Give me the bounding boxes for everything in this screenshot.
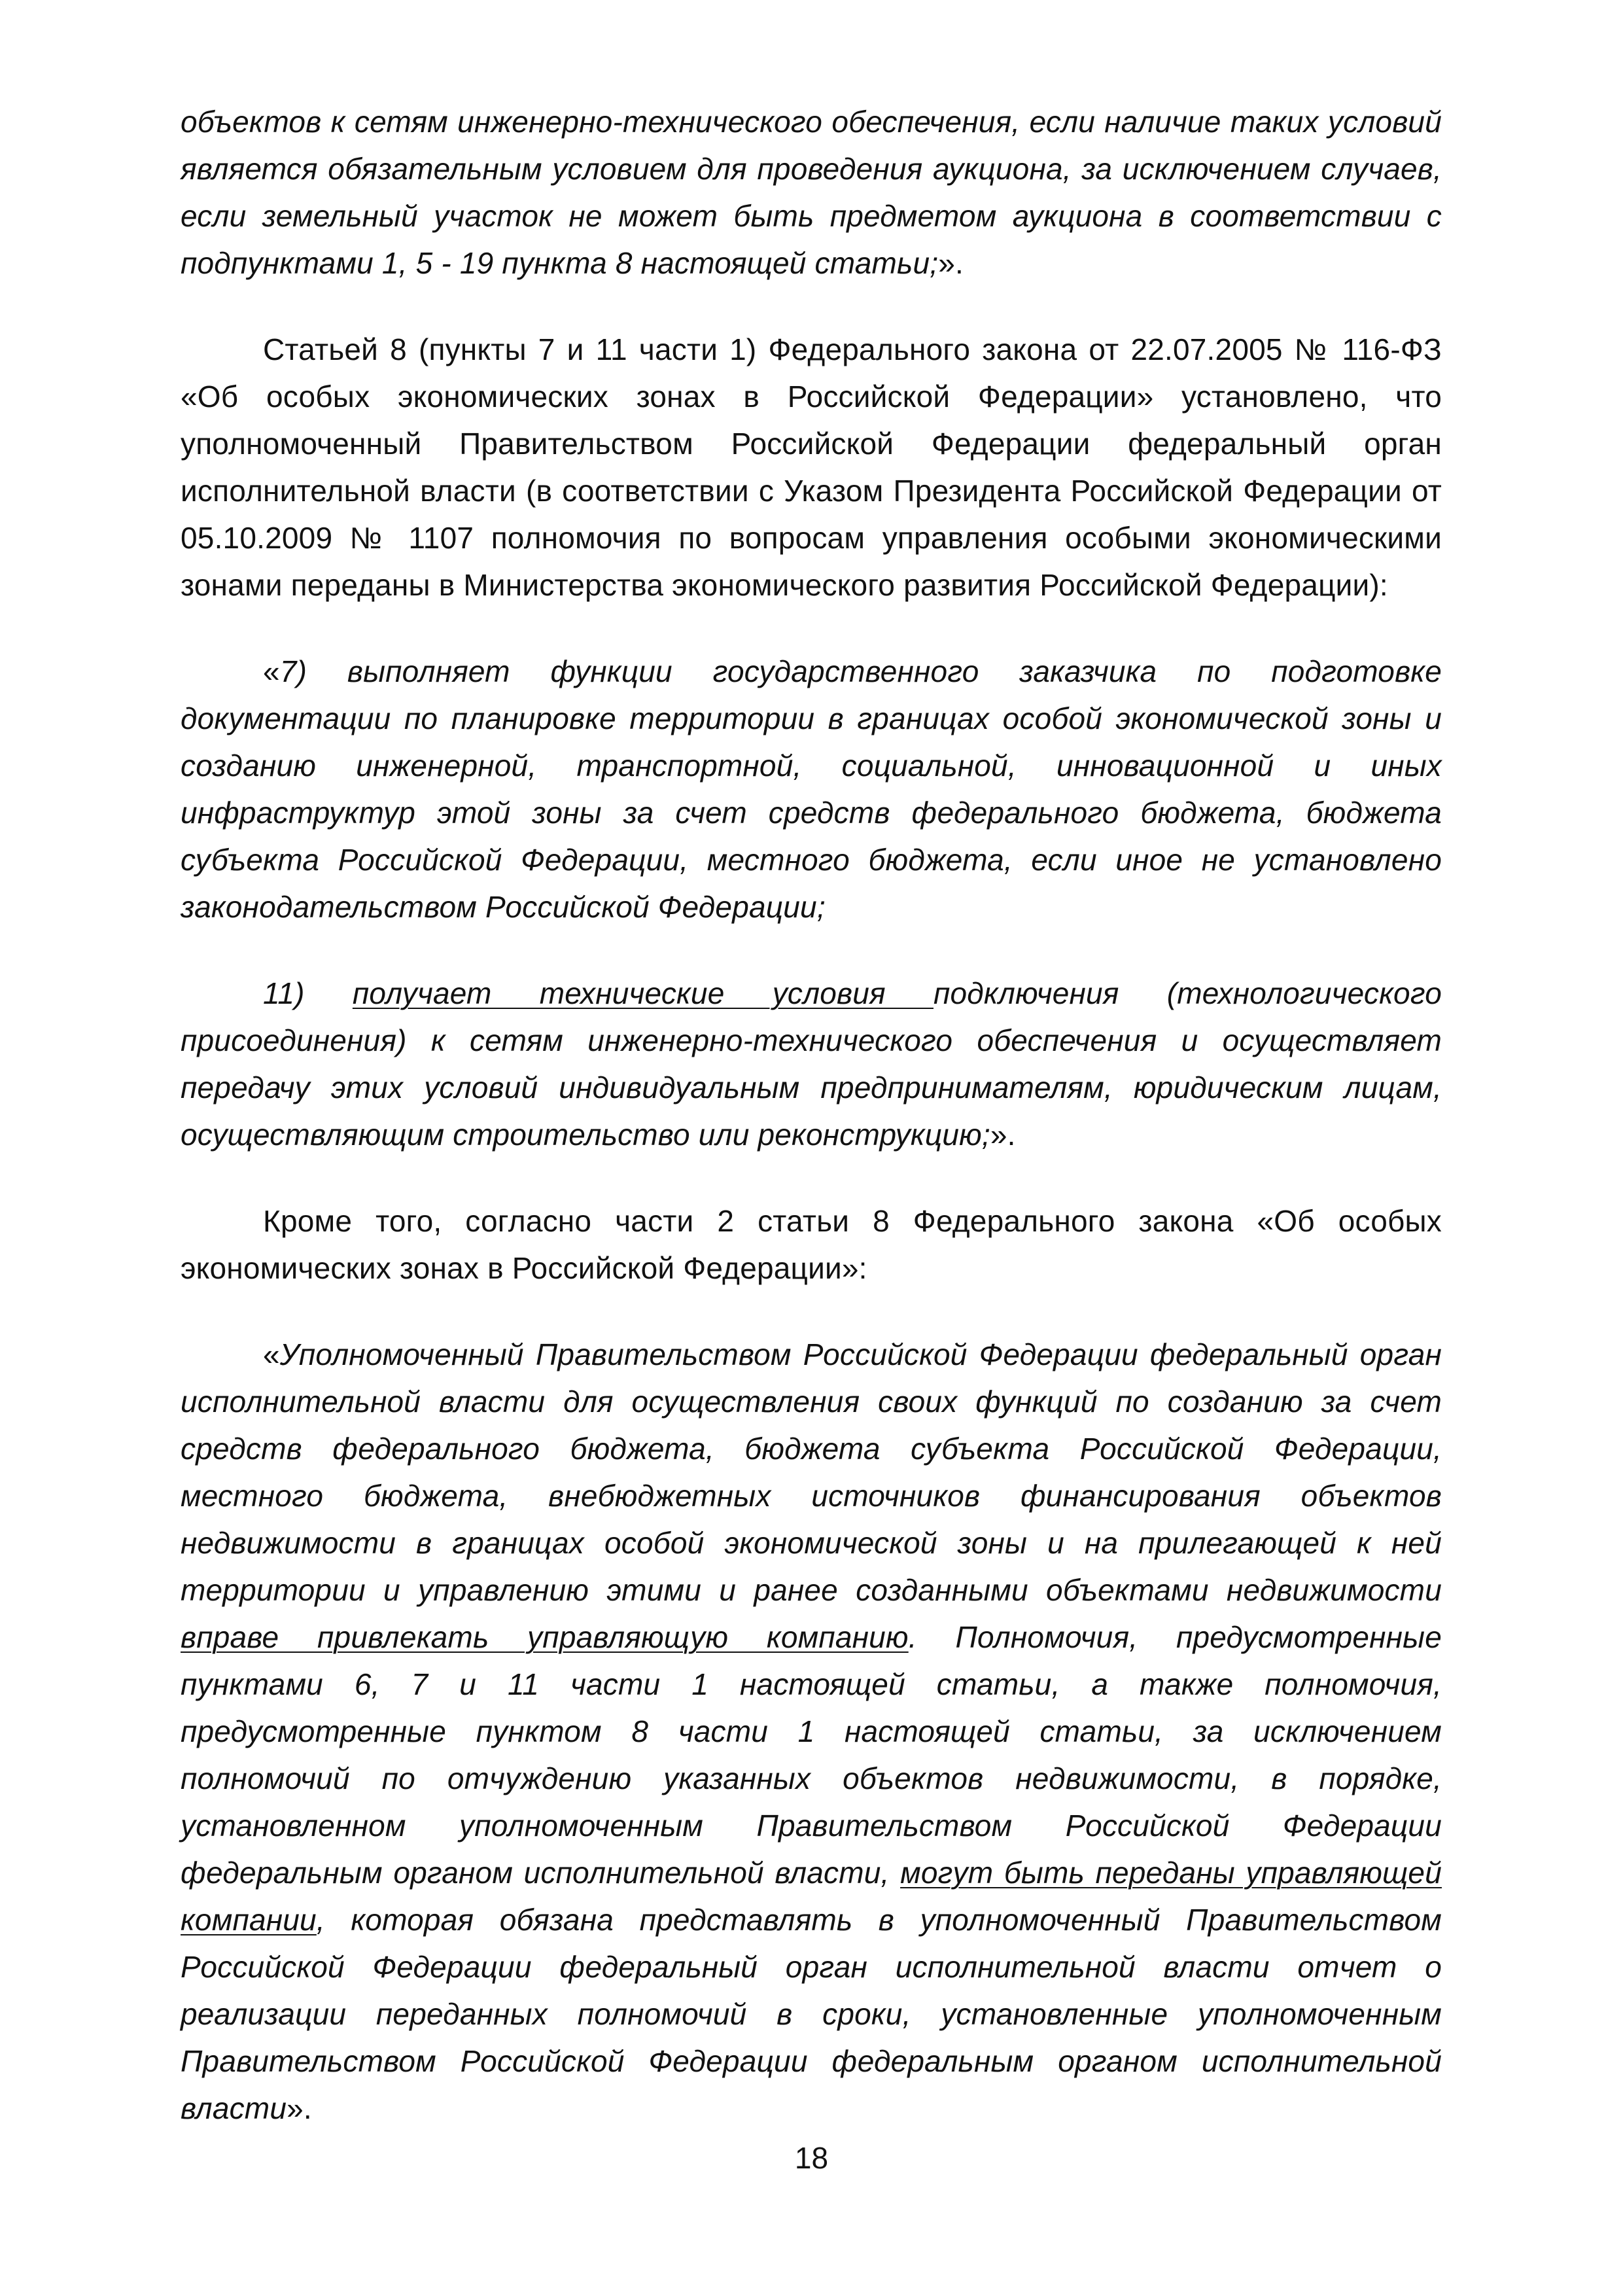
paragraph-text: объектов к сетям инженерно-технического обеспечения, если наличие таких условий является обязательным условием для проведения аукциона, за исключением случаев, если земельный участок не может быть предметом аукциона в соответствии с подпунктами 1, 5 - 19 пункта 8 настоящей статьи;	[181, 105, 1442, 280]
paragraph-text: ».	[990, 1118, 1016, 1152]
paragraph	[181, 1331, 1442, 2132]
paragraph-text: подключения (технологического присоединения) к сетям инженерно-технического обеспечения и осуществляет передачу этих условий индивидуальным предпринимателям, юридическим лицам, осуществляющим строительство или реконструкцию;	[181, 976, 1442, 1152]
paragraph-text: ».	[287, 2091, 312, 2125]
page-number: 18	[794, 2141, 829, 2175]
paragraph	[181, 326, 1442, 609]
underlined-text: получает технические условия	[352, 976, 934, 1010]
paragraph-text: . Полномочия, предусмотренные пунктами 6, 7 и 11 части 1 настоящей статьи, а также полномочия, предусмотренные пунктом 8 части 1 настоящей статьи, за исключением полномочий по отчуждению указанных объектов недвижимости, в порядке, установленном уполномоченным Правительством Российской Федерации федеральным органом исполнительной власти,	[181, 1620, 1442, 1890]
paragraph	[181, 98, 1442, 287]
paragraph	[181, 970, 1442, 1158]
paragraph-text: ».	[938, 246, 964, 280]
paragraph-text: «	[263, 1337, 280, 1371]
paragraph-text: Кроме того, согласно части 2 статьи 8 Федерального закона «Об особых экономических зонах в Российской Федерации»:	[181, 1204, 1442, 1285]
document-page	[181, 98, 1442, 2192]
paragraph-text: Уполномоченный Правительством Российской Федерации федеральный орган исполнительной власти для осуществления своих функций по созданию за счет средств федерального бюджета, бюджета субъекта Российской Федерации, местного бюджета, внебюджетных источников финансирования объектов недвижимости в границах особой экономической зоны и на прилегающей к ней территории и управлению этими и ранее созданными объектами недвижимости	[181, 1337, 1442, 1607]
paragraph	[181, 648, 1442, 930]
paragraph-text: Статьей 8 (пункты 7 и 11 части 1) Федерального закона от 22.07.2005 № 116-ФЗ «Об особых экономических зонах в Российской Федерации» установлено, что уполномоченный Правительством Российской Федерации федеральный орган исполнительной власти (в соответствии с Указом Президента Российской Федерации от 05.10.2009 № 1107 полномочия по вопросам управления особыми экономическими зонами переданы в Министерства экономического развития Российской Федерации):	[181, 332, 1442, 602]
paragraph-text: , которая обязана представлять в уполномоченный Правительством Российской Федерации федеральный орган исполнительной власти отчет о реализации переданных полномочий в сроки, установленные уполномоченным Правительством Российской Федерации федеральным органом исполнительной власти	[181, 1903, 1442, 2125]
underlined-text: могут быть переданы управляющей компании	[181, 1856, 1442, 1937]
paragraph-text: 11)	[263, 976, 353, 1010]
paragraph	[181, 1197, 1442, 1292]
paragraph-text: «	[263, 654, 280, 688]
document-body	[181, 98, 1442, 2132]
paragraph-text: 7) выполняет функции государственного заказчика по подготовке документации по планировке территории в границах особой экономической зоны и созданию инженерной, транспортной, социальной, инновационной и иных инфраструктур этой зоны за счет средств федерального бюджета, бюджета субъекта Российской Федерации, местного бюджета, если иное не установлено законодательством Российской Федерации;	[181, 654, 1442, 924]
underlined-text: вправе привлекать управляющую компанию	[181, 1620, 909, 1654]
